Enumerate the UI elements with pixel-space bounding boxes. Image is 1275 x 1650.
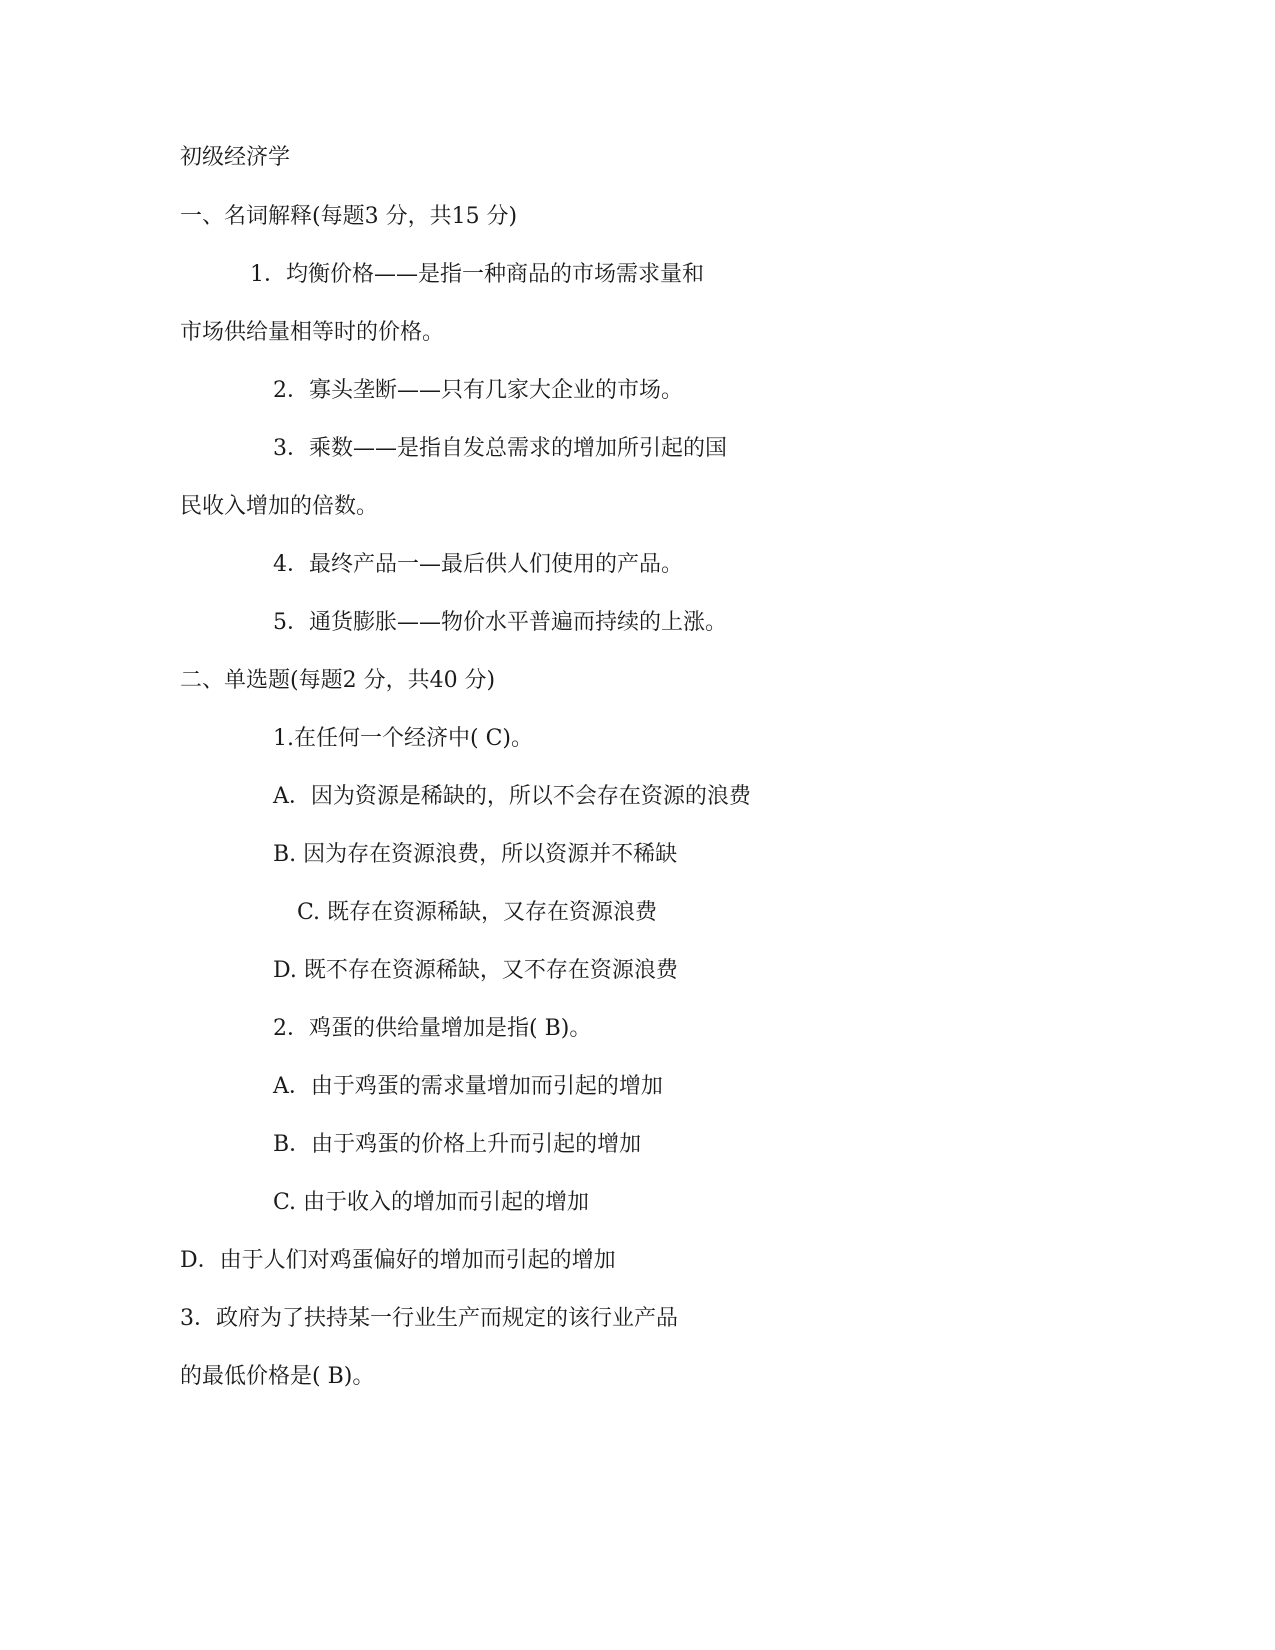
section1-heading: 一、名词解释(每题3 分，共15 分) — [180, 204, 518, 229]
question-3-stem-line2: 的最低价格是( B)。 — [180, 1364, 375, 1389]
question-2-stem: 2．鸡蛋的供给量增加是指( B)。 — [273, 1016, 592, 1041]
term-5: 5．通货膨胀——物价水平普遍而持续的上涨。 — [273, 610, 727, 635]
question-1-option-b: B. 因为存在资源浪费，所以资源并不稀缺 — [273, 842, 678, 867]
question-1-option-c: C. 既存在资源稀缺，又存在资源浪费 — [297, 900, 658, 925]
question-2-option-c: C. 由于收入的增加而引起的增加 — [273, 1190, 590, 1215]
question-1-option-d: D. 既不存在资源稀缺，又不存在资源浪费 — [273, 958, 678, 983]
question-1-option-a: A．因为资源是稀缺的，所以不会存在资源的浪费 — [273, 784, 751, 809]
question-1-stem: 1.在任何一个经济中( C)。 — [273, 726, 533, 751]
term-3-line1: 3．乘数——是指自发总需求的增加所引起的国 — [273, 436, 727, 461]
question-2-option-a: A．由于鸡蛋的需求量增加而引起的增加 — [273, 1074, 663, 1099]
term-1-line2: 市场供给量相等时的价格。 — [180, 320, 445, 345]
question-3-stem-line1: 3．政府为了扶持某一行业生产而规定的该行业产品 — [180, 1306, 678, 1331]
section2-heading: 二、单选题(每题2 分，共40 分) — [180, 668, 496, 693]
question-2-option-d: D．由于人们对鸡蛋偏好的增加而引起的增加 — [180, 1248, 616, 1273]
question-2-option-b: B．由于鸡蛋的价格上升而引起的增加 — [273, 1132, 642, 1157]
term-4: 4．最终产品一—最后供人们使用的产品。 — [273, 552, 683, 577]
term-3-line2: 民收入增加的倍数。 — [180, 494, 379, 519]
term-1-line1: 1．均衡价格——是指一种商品的市场需求量和 — [250, 262, 704, 287]
document-title: 初级经济学 — [180, 145, 291, 170]
term-2: 2．寡头垄断——只有几家大企业的市场。 — [273, 378, 683, 403]
